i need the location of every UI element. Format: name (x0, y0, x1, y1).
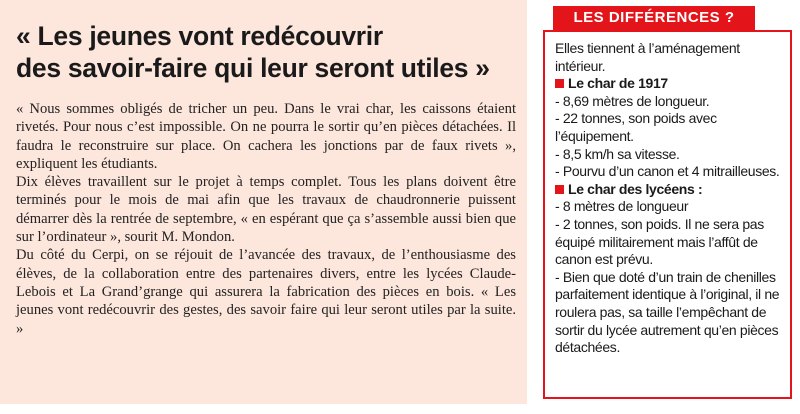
list-item: - Pourvu d’un canon et 4 mitrailleuses. (555, 163, 780, 180)
headline-line-2: des savoir-faire qui leur seront utiles » (16, 53, 490, 83)
differences-tag: LES DIFFÉRENCES ? (553, 6, 755, 30)
list-item: - 8 mètres de longueur (555, 198, 689, 215)
list-item: - 8,5 km/h sa vitesse. (555, 145, 680, 162)
list-item: - 2 tonnes, son poids. Il ne sera pas équipé militairement mais l’affût de canon est prévu. (555, 215, 764, 268)
section-title-1917: Le char de 1917 (568, 75, 668, 92)
differences-intro: Elles tiennent à l’aménagement intérieur. (555, 40, 740, 74)
list-item: - 8,69 mètres de longueur. (555, 92, 710, 109)
list-item: - Bien que doté d’un train de chenilles parfaitement identique à l’original, il ne roulera pas, sa taille l’empêchant de sortir du lycée autrement qu’en pièces détachées. (555, 268, 780, 356)
section-title-lyceens: Le char des lycéens : (568, 180, 703, 197)
article-body (16, 100, 516, 338)
differences-sidebar (535, 0, 800, 404)
square-bullet-icon (555, 79, 564, 88)
article-headline (16, 20, 516, 84)
list-item: - 22 tonnes, son poids avec l’équipement. (555, 110, 717, 144)
article-paragraph-3: Du côté du Cerpi, on se réjouit de l’avancée des travaux, de l’enthousiasme des élèves, de la collaboration entre des partenaires divers, entre les lycées Claude-Lebois et La Grand’grange qui assurera la fabrication des pièces en bois. « Les jeunes vont redécouvrir des gestes, des savoir faire qui leur seront utiles par la suite. » (16, 247, 516, 337)
section-heading-1917 (555, 75, 782, 93)
article-paragraph-1: « Nous sommes obligés de tricher un peu. Dans le vrai char, les caissons étaient rivetés. Pour nous c’est impossible. On ne pourra le sortir qu’en pièces détachées. Il faudra le reconstruire sur place. On cachera les jonctions par de faux rivets », expliquent les étudiants. (16, 101, 516, 172)
article-paragraph-2: Dix élèves travaillent sur le projet à temps complet. Tous les plans doivent être terminés pour le mois de mai afin que les travaux de chaudronnerie puissent démarrer dès la rentrée de septembre, « en espérant que ça s’assemble aussi bien que sur l’ordinateur », sourit M. Mondon. (16, 174, 516, 246)
differences-box (543, 30, 792, 399)
section-heading-lyceens (555, 181, 782, 199)
square-bullet-icon (555, 185, 564, 194)
headline-line-1: « Les jeunes vont redécouvrir (16, 21, 383, 51)
